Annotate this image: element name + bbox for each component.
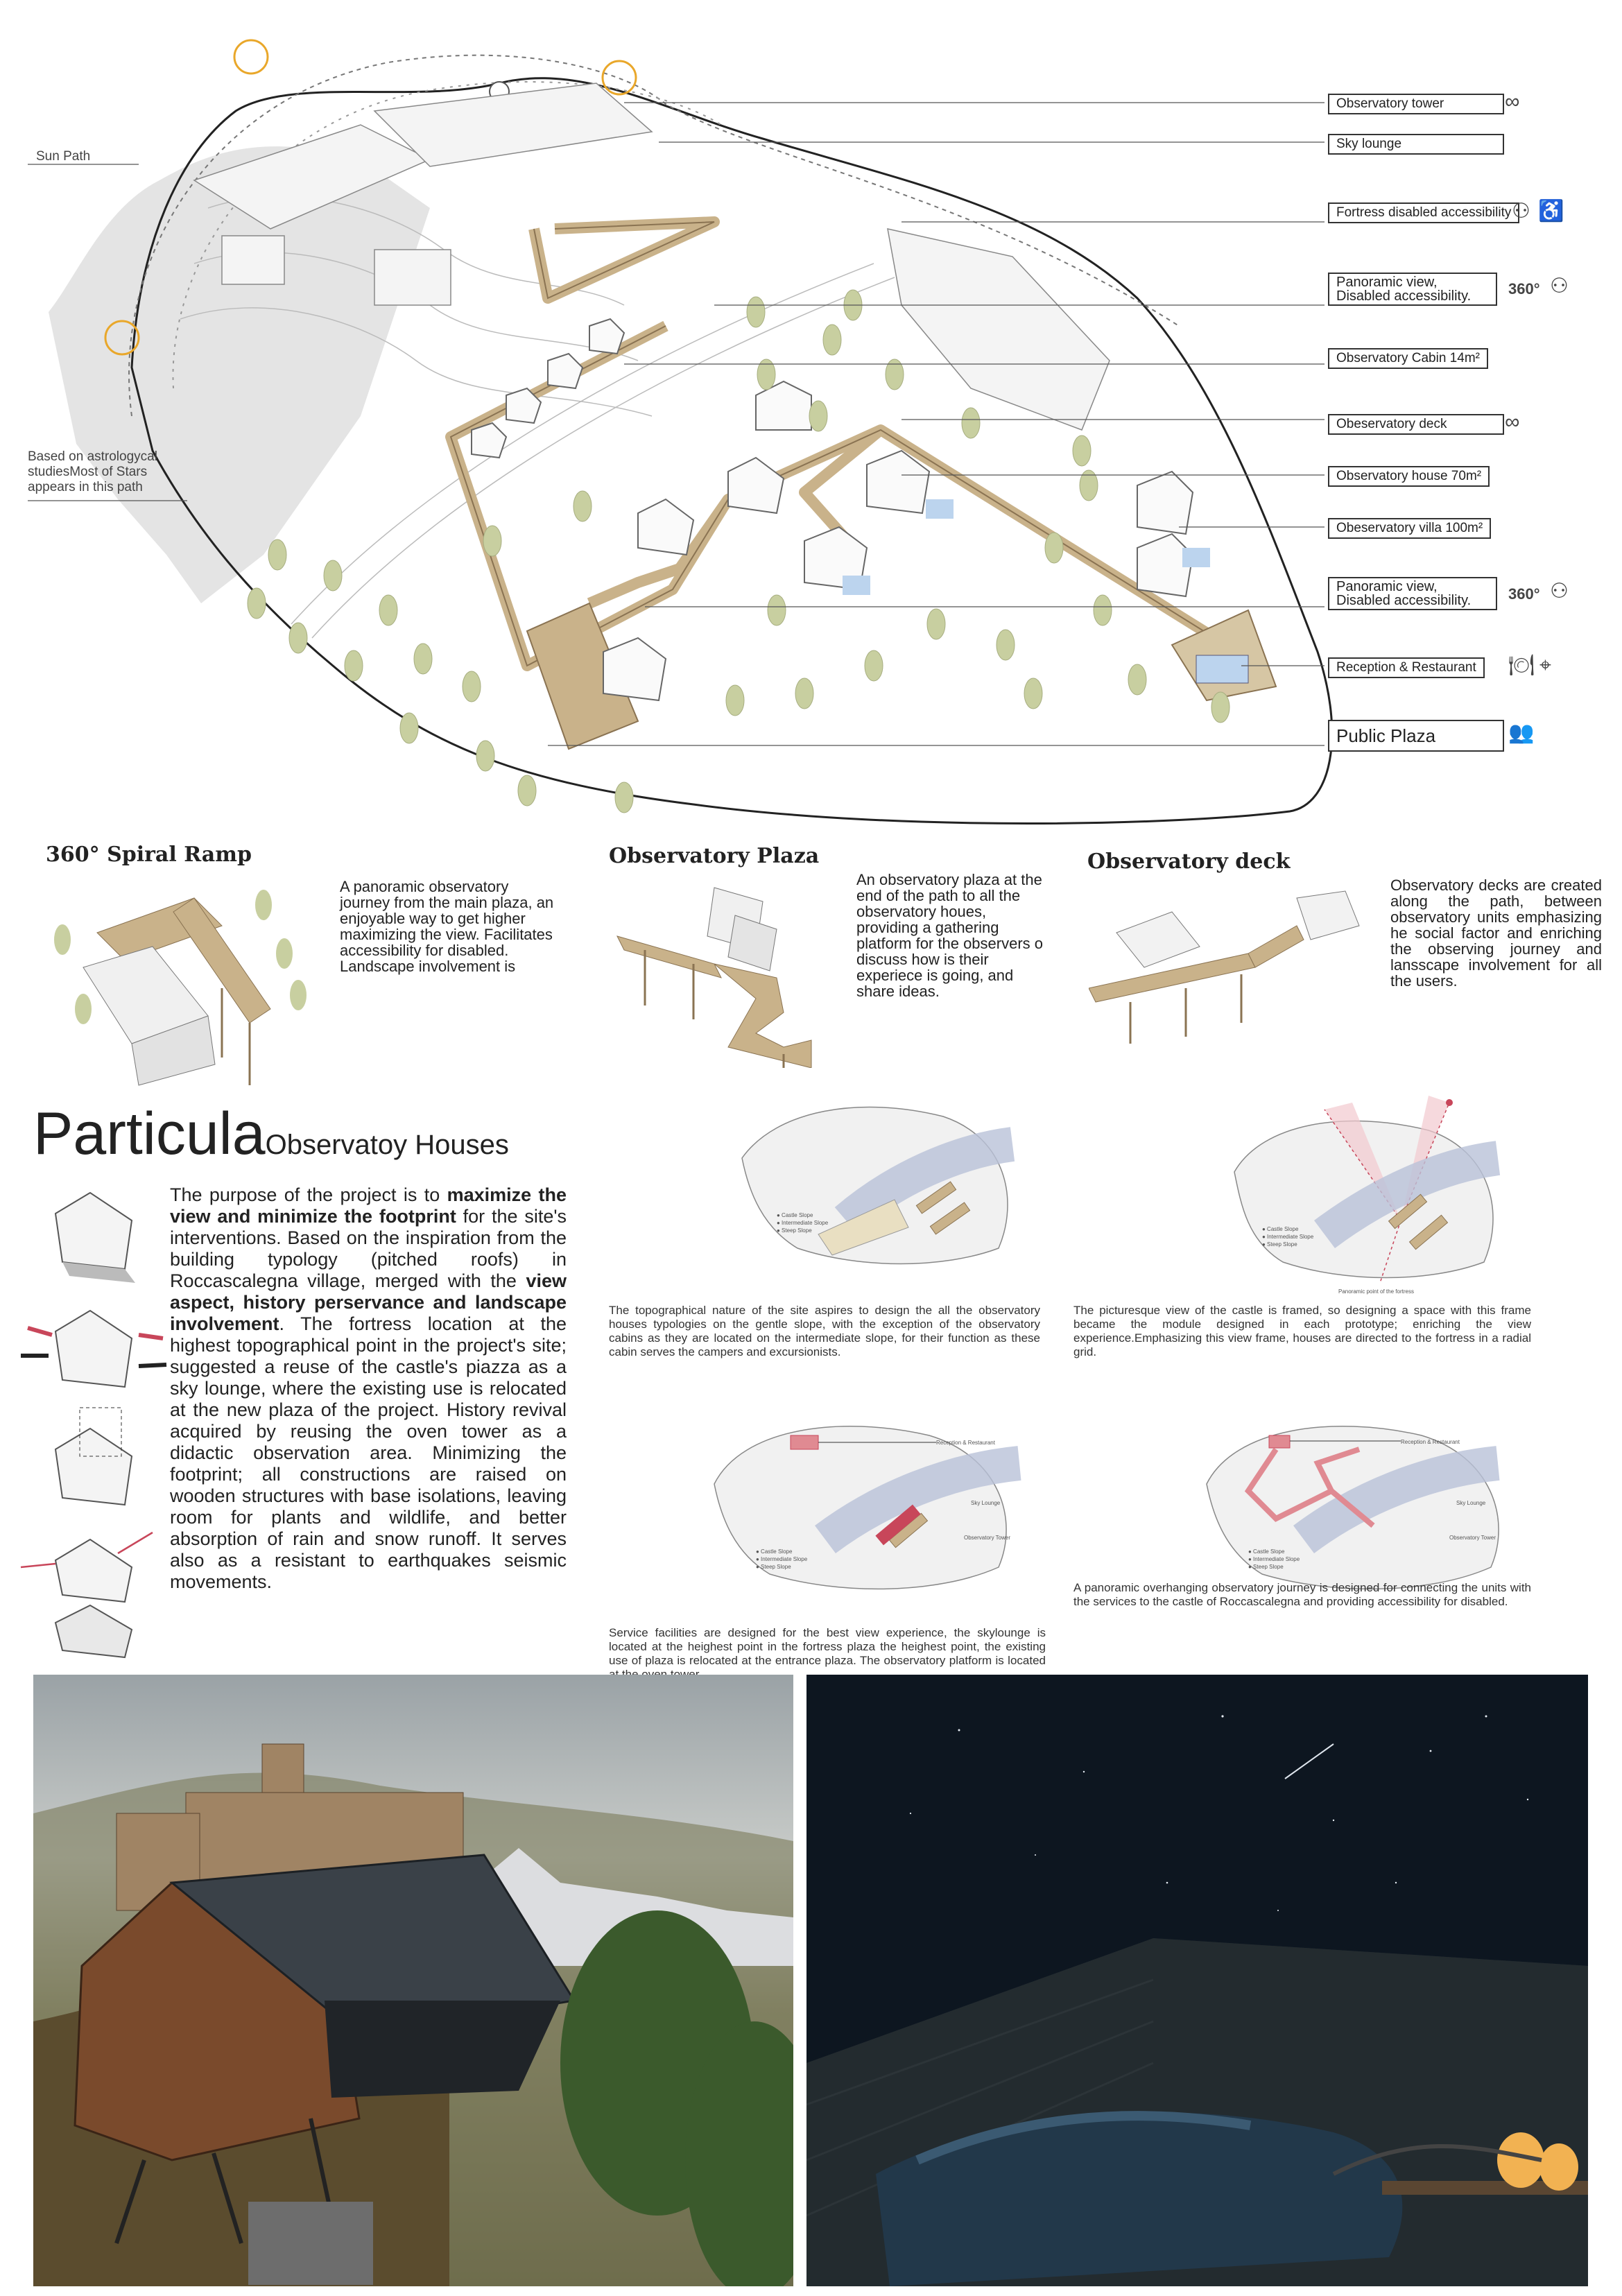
particula-title xyxy=(33,1100,509,1167)
astro-note: Based on astrologycal studiesMost of Stars appears in this path xyxy=(28,449,157,494)
analysis-text-2: The picturesque view of the castle is framed, so designing a space with this frame became the module designed in each prototype; enriching the view experience.Emphasizing this view frame, houses are directed to the fortress in a radial grid. xyxy=(1073,1304,1531,1358)
analysis-text-4: A panoramic overhanging observatory journey is designed for connecting the units with the services to the castle of Roccascalegna and providing accessibility for disabled. xyxy=(1073,1581,1531,1608)
svg-text:● Intermediate Slope: ● Intermediate Slope xyxy=(1248,1556,1300,1562)
plaza-illustration xyxy=(603,874,825,1068)
plaza-title: Observatory Plaza xyxy=(609,844,820,868)
svg-text:Reception & Restaurant: Reception & Restaurant xyxy=(1401,1439,1460,1445)
analysis-map-3 xyxy=(700,1408,1033,1602)
stroller-icon: ⚇ xyxy=(1550,580,1569,603)
svg-text:● Castle Slope: ● Castle Slope xyxy=(1248,1548,1285,1555)
panorama-360-icon: 360° xyxy=(1508,280,1540,297)
label-public-plaza: Public Plaza xyxy=(1328,720,1504,752)
label-panoramic-2-text: Panoramic view, Disabled accessibility. xyxy=(1336,579,1472,608)
svg-text:● Intermediate Slope: ● Intermediate Slope xyxy=(1262,1234,1314,1240)
label-panoramic-1 xyxy=(1328,273,1497,306)
label-observatory-cabin: Observatory Cabin 14m² xyxy=(1328,348,1488,369)
particula-diagrams xyxy=(14,1179,173,1664)
ramp-section xyxy=(0,843,583,1092)
dining-icon: 🍽 xyxy=(1508,654,1535,677)
analysis-text-3: Service facilities are designed for the best view experience, the skylounge is located at the heighest point in the fortress plaza the heighest point, the existing use of plaza is relocated at the entrance plaza. The observatory platform is located xyxy=(609,1626,1046,1667)
interior-night-render xyxy=(806,1675,1588,2286)
particula-p2: for the site's interventions. Based on the inspiration from the building typology (pitched roofs) in Roccascalegna village, merged with the xyxy=(170,1206,567,1291)
svg-text:Observatory Tower: Observatory Tower xyxy=(1449,1535,1496,1541)
label-observatory-deck: Obeservatory deck xyxy=(1328,414,1504,435)
label-observatory-tower: Observatory tower xyxy=(1328,94,1504,114)
ramp-title: 360° Spiral Ramp xyxy=(46,843,252,867)
plaza-text: An observatory plaza at the end of the path to all the observatory houes, providing a gathering platform for the observers o discuss how is their experiece is going, and share ideas. xyxy=(856,871,1044,1000)
analysis-block xyxy=(596,1096,1622,1667)
binoculars-icon: ∞ xyxy=(1505,411,1520,433)
analysis-map-4 xyxy=(1193,1408,1526,1602)
particula-b1: maximize the view and minimize the footprint xyxy=(170,1184,567,1227)
sun-path-label: Sun Path xyxy=(36,149,91,164)
deck-section xyxy=(1082,843,1622,1092)
site-plan xyxy=(0,0,1622,839)
panorama-360-icon: 360° xyxy=(1508,585,1540,603)
particula-text xyxy=(170,1184,567,1593)
svg-text:Panoramic point of the fortres: Panoramic point of the fortress xyxy=(1338,1288,1414,1295)
wheelchair-icon: ♿ xyxy=(1538,200,1564,223)
svg-text:● Steep Slope: ● Steep Slope xyxy=(777,1227,812,1234)
svg-text:● Castle Slope: ● Castle Slope xyxy=(756,1548,793,1555)
label-observatory-villa: Obeservatory villa 100m² xyxy=(1328,518,1491,539)
label-reception-restaurant: Reception & Restaurant xyxy=(1328,657,1485,678)
deck-title: Observatory deck xyxy=(1087,849,1291,874)
particula-p3: . The fortress location at the highest topographical point in the project's site; suggested a reuse of the castle's piazza as a sky lounge, where the existing use is relocated at the new plaza of the project. History revival acquired by reusing the oven tower as a didactic observation area. Minimizing the footprint; all constructions are raised on wooden structures with base isolations, leaving room for plants and wildlife, and better absorption of rain and snow runoff. It serves also as a resistant to earthquakes seismic movements. xyxy=(170,1313,567,1592)
svg-text:● Steep Slope: ● Steep Slope xyxy=(1248,1564,1284,1570)
plaza-section xyxy=(596,843,1068,1092)
label-panoramic-2 xyxy=(1328,577,1497,610)
particula-block xyxy=(0,1100,596,1664)
particula-subtitle: Observatoy Houses xyxy=(265,1130,509,1160)
interior-render-scene xyxy=(806,1675,1588,2286)
analysis-map-1 xyxy=(735,1096,1026,1269)
stroller-icon: ⚇ xyxy=(1550,275,1569,297)
people-icon: 👥 xyxy=(1508,721,1535,744)
svg-text:Reception & Restaurant: Reception & Restaurant xyxy=(936,1440,995,1446)
particula-p1: The purpose of the project is to xyxy=(170,1184,447,1205)
label-observatory-house: Observatory house 70m² xyxy=(1328,466,1490,487)
label-panoramic-1-text: Panoramic view, Disabled accessibility. xyxy=(1336,275,1472,304)
binoculars-icon: ∞ xyxy=(1505,90,1520,113)
svg-text:● Steep Slope: ● Steep Slope xyxy=(1262,1241,1297,1248)
svg-text:Observatory Tower: Observatory Tower xyxy=(964,1535,1010,1541)
svg-text:● Intermediate Slope: ● Intermediate Slope xyxy=(777,1220,829,1226)
location-pin-icon: ⌖ xyxy=(1539,654,1551,677)
svg-text:● Intermediate Slope: ● Intermediate Slope xyxy=(756,1556,808,1562)
particula-b2: view aspect, history perservance and landscape involvement xyxy=(170,1270,567,1334)
particula-title-main: Particula xyxy=(33,1100,266,1167)
deck-illustration xyxy=(1089,884,1366,1064)
exterior-render xyxy=(33,1675,793,2286)
analysis-map-2 xyxy=(1220,1096,1512,1297)
ramp-illustration xyxy=(42,884,319,1092)
svg-text:Sky Lounge: Sky Lounge xyxy=(1456,1500,1486,1506)
svg-text:Sky Lounge: Sky Lounge xyxy=(971,1500,1001,1506)
label-sky-lounge: Sky lounge xyxy=(1328,134,1504,155)
exterior-render-scene xyxy=(33,1675,793,2286)
svg-text:● Castle Slope: ● Castle Slope xyxy=(777,1212,813,1218)
label-fortress-accessibility: Fortress disabled accessibility xyxy=(1328,202,1519,223)
svg-text:● Steep Slope: ● Steep Slope xyxy=(756,1564,791,1570)
deck-text: Observatory decks are created along the path, between observatory units emphasizing he social factor and enriching the observing journey and lansscape involvement for all the users. xyxy=(1390,877,1602,990)
stroller-icon: ⚇ xyxy=(1512,200,1530,223)
analysis-text-1: The topographical nature of the site aspires to design the all the observatory houses typologies on the gentle slope, with the exception of the observatory cabins as they are located on the intermediate slope, for their function as these cabin serves the campers and excursionists. xyxy=(609,1304,1040,1358)
svg-text:● Castle Slope: ● Castle Slope xyxy=(1262,1226,1299,1232)
ramp-text: A panoramic observatory journey from the main plaza, an enjoyable way to get higher maximizing the view. Facilitates accessibility for disabled. Landscape involvement is xyxy=(340,878,554,975)
